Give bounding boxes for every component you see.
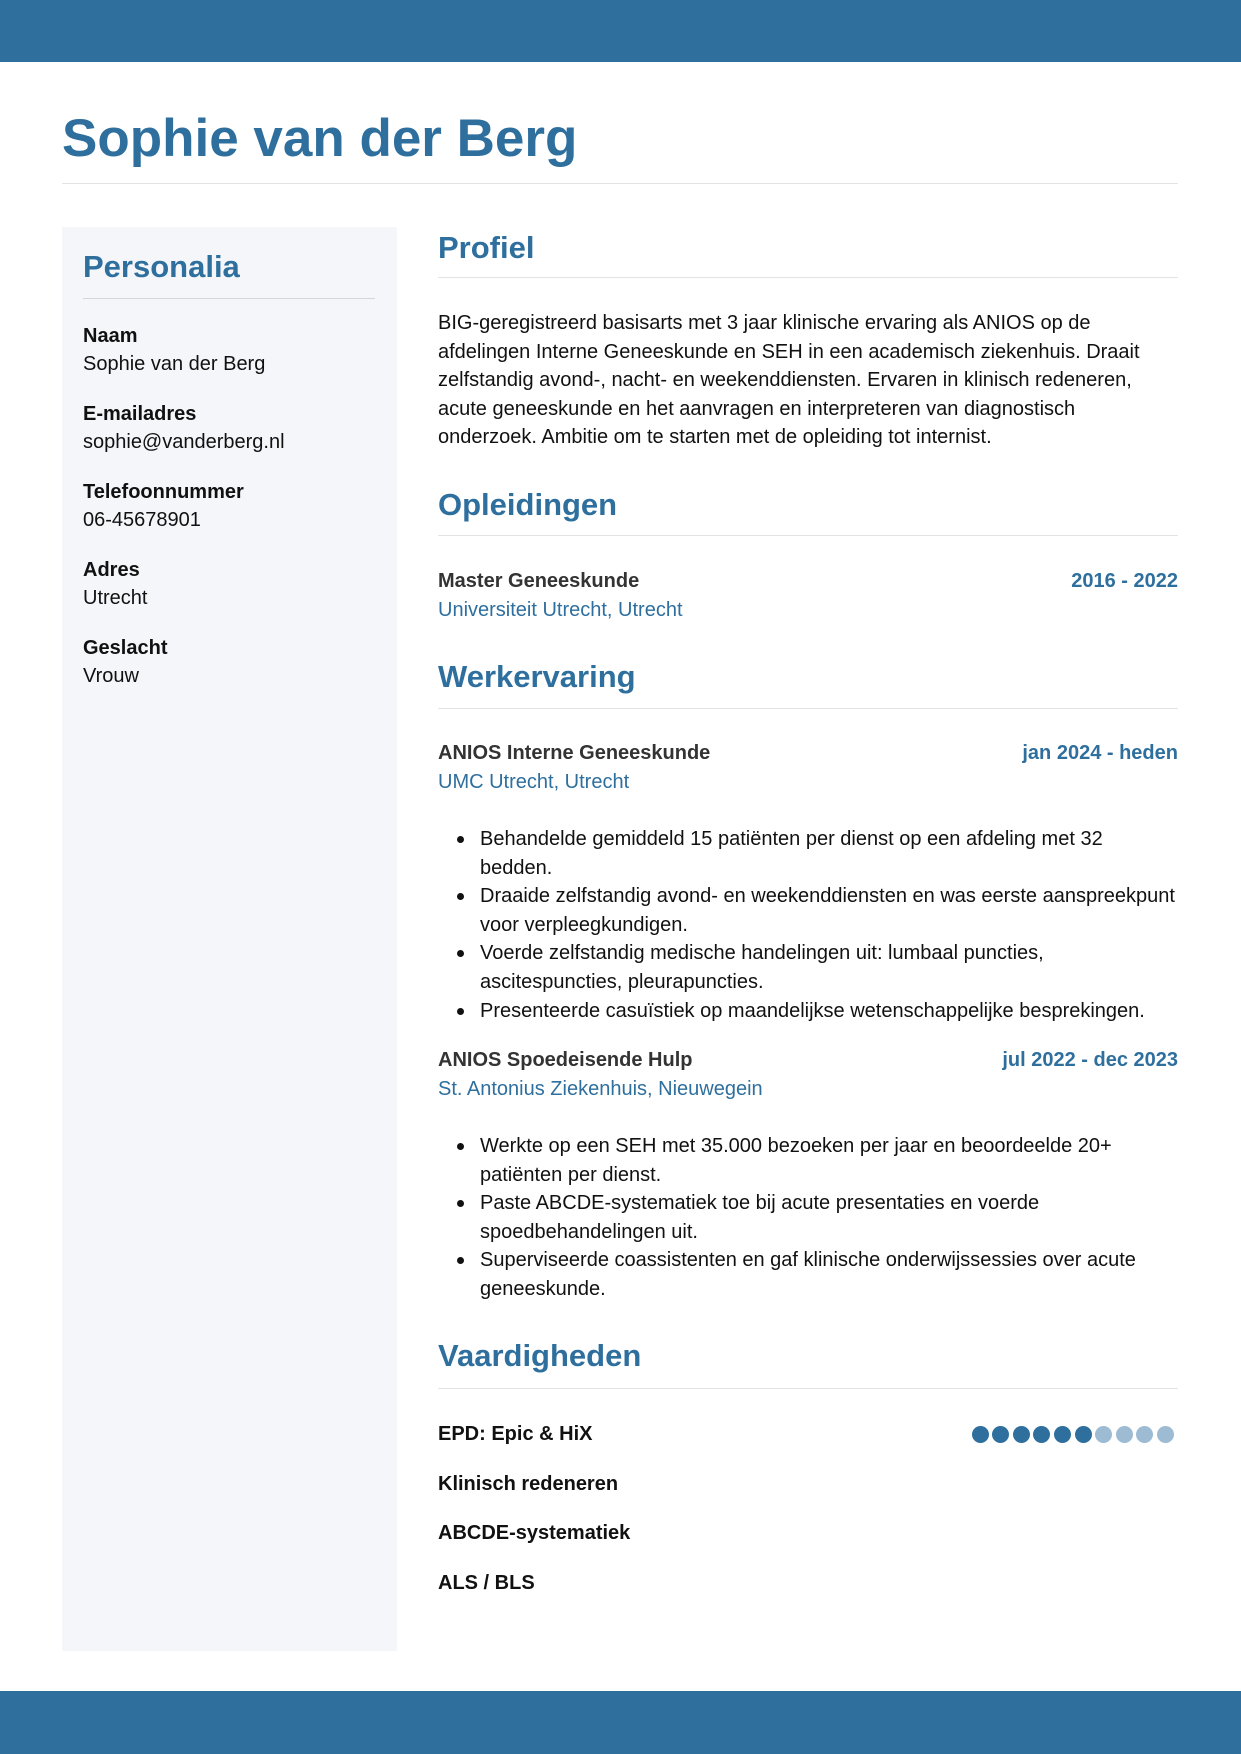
sidebar-heading: Personalia bbox=[83, 249, 240, 284]
field-gender bbox=[83, 634, 375, 712]
skill-name: EPD: Epic & HiX bbox=[438, 1423, 593, 1445]
skill-dot-empty bbox=[1116, 1426, 1133, 1443]
skill-dot-filled bbox=[1054, 1426, 1071, 1443]
section-divider bbox=[438, 1388, 1178, 1389]
section-heading-profile: Profiel bbox=[438, 230, 535, 265]
education-date: 2016 - 2022 bbox=[1071, 570, 1178, 592]
skill-row bbox=[438, 1518, 1178, 1548]
skill-name: ALS / BLS bbox=[438, 1572, 535, 1594]
section-divider bbox=[438, 708, 1178, 709]
skill-dot-filled bbox=[972, 1426, 989, 1443]
list-item: Presenteerde casuïstiek op maandelijkse wetenschappelijke besprekingen. bbox=[438, 997, 1178, 1026]
field-label: Adres bbox=[83, 559, 140, 581]
education-title: Master Geneeskunde bbox=[438, 570, 640, 592]
list-item: Werkte op een SEH met 35.000 bezoeken per jaar en beoordeelde 20+ patiënten per dienst. bbox=[438, 1132, 1178, 1189]
bottom-banner bbox=[0, 1691, 1241, 1754]
title-divider bbox=[62, 183, 1178, 184]
education-institution: Universiteit Utrecht, Utrecht bbox=[438, 599, 683, 621]
page-title: Sophie van der Berg bbox=[62, 109, 578, 168]
field-value: sophie@vanderberg.nl bbox=[83, 431, 285, 453]
field-value: Sophie van der Berg bbox=[83, 353, 266, 375]
list-item: Behandelde gemiddeld 15 patiënten per dienst op een afdeling met 32 bedden. bbox=[438, 825, 1178, 882]
skill-name: ABCDE-systematiek bbox=[438, 1522, 631, 1544]
field-address bbox=[83, 556, 375, 634]
job-title: ANIOS Spoedeisende Hulp bbox=[438, 1049, 693, 1071]
list-item: Paste ABCDE-systematiek toe bij acute presentaties en voerde spoedbehandelingen uit. bbox=[438, 1189, 1178, 1246]
skill-row bbox=[438, 1568, 1178, 1598]
skill-name: Klinisch redeneren bbox=[438, 1473, 619, 1495]
section-divider bbox=[438, 277, 1178, 278]
skill-dot-empty bbox=[1095, 1426, 1112, 1443]
job-title: ANIOS Interne Geneeskunde bbox=[438, 742, 711, 764]
job-bullets bbox=[438, 1132, 1178, 1304]
skill-row bbox=[438, 1469, 1178, 1499]
profile-text: BIG-geregistreerd basisarts met 3 jaar klinische ervaring als ANIOS op de afdelingen Interne Geneeskunde en SEH in een academisch ziekenhuis. Draait zelfstandig avond-, nacht- en weekenddiensten. Ervaren in klinisch redeneren, acute geneeskunde en het aanvragen en interpreteren van diagnostisch onderzoek. Ambitie om te starten met de opleiding tot internist. bbox=[438, 312, 1140, 449]
field-value: Vrouw bbox=[83, 665, 139, 687]
job-date: jul 2022 - dec 2023 bbox=[1002, 1049, 1178, 1071]
sidebar-divider bbox=[83, 298, 375, 299]
field-label: Geslacht bbox=[83, 637, 168, 659]
field-label: E-mailadres bbox=[83, 403, 197, 425]
field-value: Utrecht bbox=[83, 587, 148, 609]
section-heading-education: Opleidingen bbox=[438, 487, 618, 522]
skill-dot-empty bbox=[1136, 1426, 1153, 1443]
job-employer: St. Antonius Ziekenhuis, Nieuwegein bbox=[438, 1078, 763, 1100]
list-item: Superviseerde coassistenten en gaf klinische onderwijssessies over acute geneeskunde. bbox=[438, 1246, 1178, 1303]
field-value: 06-45678901 bbox=[83, 509, 201, 531]
job-bullets bbox=[438, 825, 1178, 1025]
field-label: Naam bbox=[83, 325, 138, 347]
field-email bbox=[83, 400, 375, 478]
field-name bbox=[83, 322, 375, 400]
job-date: jan 2024 - heden bbox=[1022, 742, 1178, 764]
skill-level-dots bbox=[972, 1426, 1174, 1443]
skill-dot-filled bbox=[992, 1426, 1009, 1443]
field-label: Telefoonnummer bbox=[83, 481, 244, 503]
skill-row bbox=[438, 1419, 1178, 1449]
field-phone bbox=[83, 478, 375, 556]
list-item: Draaide zelfstandig avond- en weekenddiensten en was eerste aanspreekpunt voor verpleegkundigen. bbox=[438, 882, 1178, 939]
top-banner bbox=[0, 0, 1241, 62]
personal-details-sidebar bbox=[62, 227, 397, 1651]
section-heading-skills: Vaardigheden bbox=[438, 1338, 642, 1373]
section-divider bbox=[438, 535, 1178, 536]
section-heading-experience: Werkervaring bbox=[438, 659, 636, 694]
skill-dot-filled bbox=[1075, 1426, 1092, 1443]
list-item: Voerde zelfstandig medische handelingen uit: lumbaal puncties, ascitespuncties, pleurapuncties. bbox=[438, 939, 1178, 996]
personal-fields bbox=[83, 322, 375, 712]
skill-dot-filled bbox=[1013, 1426, 1030, 1443]
skill-dot-filled bbox=[1033, 1426, 1050, 1443]
job-employer: UMC Utrecht, Utrecht bbox=[438, 771, 630, 793]
skill-dot-empty bbox=[1157, 1426, 1174, 1443]
